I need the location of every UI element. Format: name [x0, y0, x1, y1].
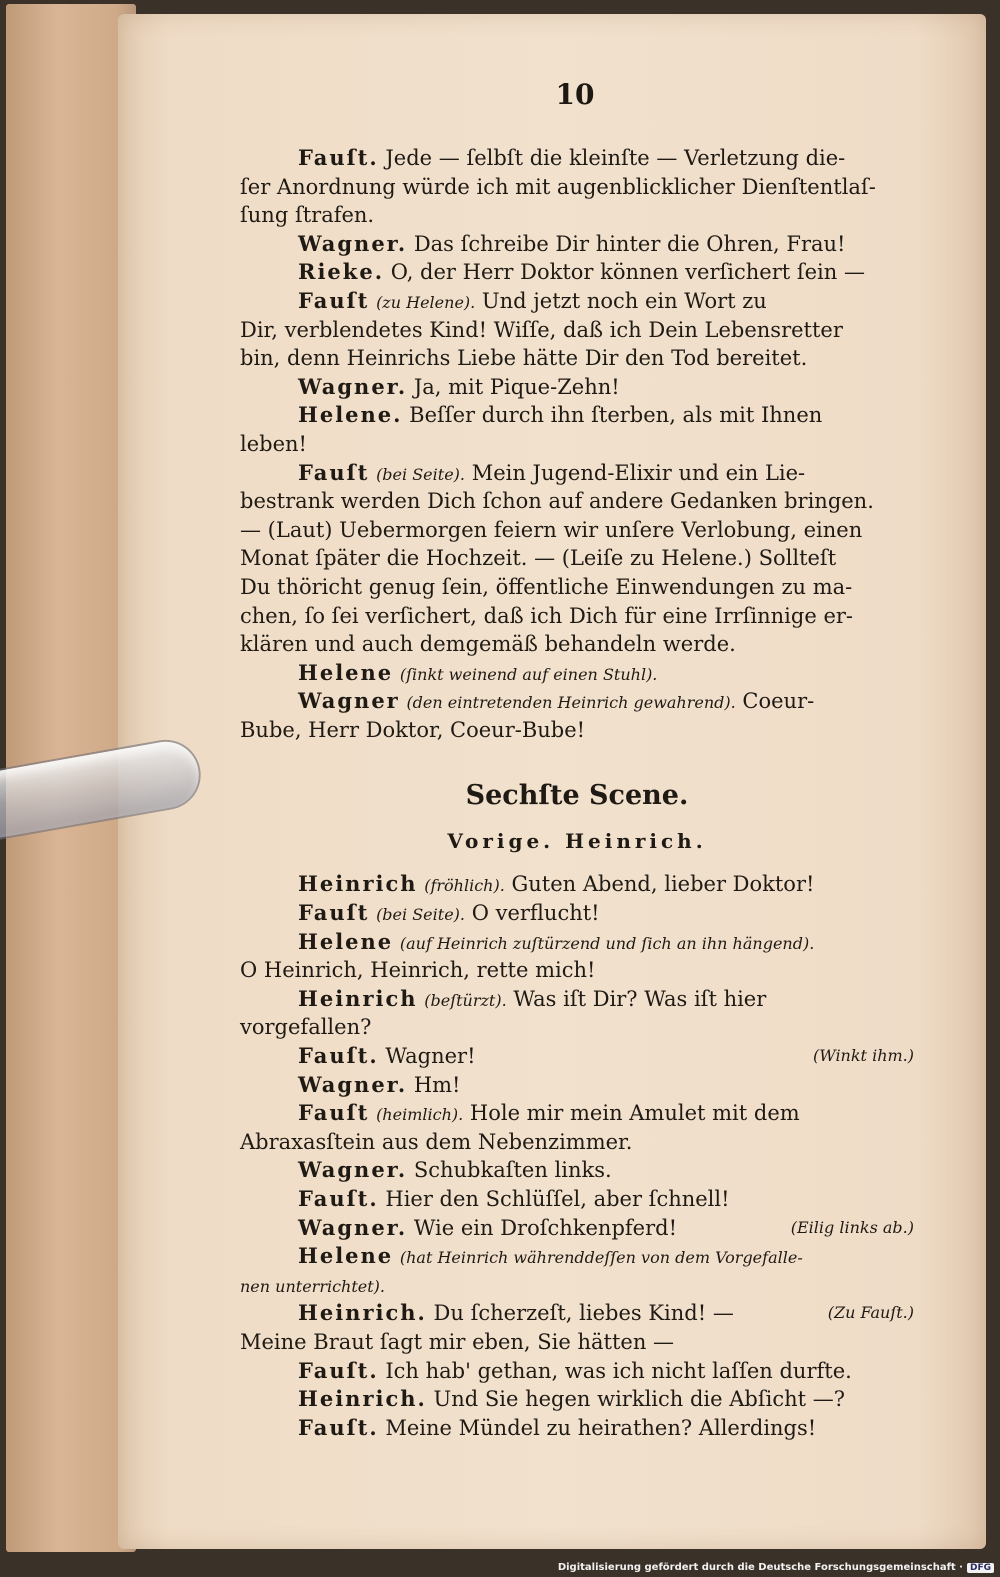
dialogue-text: Abraxasſtein aus dem Nebenzimmer.	[240, 1129, 633, 1154]
text-line	[240, 899, 914, 928]
dialogue-text: chen, ſo ſei verſichert, daß ich Dich für eine Irrſinnige er-	[240, 603, 854, 628]
speaker-name: Wagner.	[298, 230, 408, 256]
stage-direction: nen unterrichtet).	[240, 1276, 386, 1296]
text-line	[240, 1242, 914, 1271]
dialogue-text: O verflucht!	[471, 901, 600, 926]
dialogue-text: Bube, Herr Doktor, Coeur-Bube!	[240, 717, 586, 742]
dialogue-text: Hm!	[413, 1072, 461, 1097]
dialogue-text: Und Sie hegen wirklich die Abſicht —?	[433, 1387, 845, 1412]
speaker-name: Helene.	[298, 402, 403, 428]
text-line	[240, 1385, 914, 1414]
speaker-name: Helene	[298, 928, 394, 954]
dialogue-text: Coeur-	[742, 689, 815, 714]
text-line	[240, 928, 914, 957]
dialogue-text: Meine Mündel zu heirathen? Allerdings!	[385, 1415, 817, 1440]
text-line	[240, 602, 914, 631]
text-line	[240, 459, 914, 488]
text-line	[240, 716, 914, 745]
text-line	[240, 401, 914, 430]
dialogue-text: Guten Abend, lieber Doktor!	[511, 872, 815, 897]
text-line	[240, 1042, 914, 1071]
dialogue-text: Wie ein Droſchkenpferd!	[413, 1215, 678, 1240]
text-line	[240, 173, 914, 202]
dialogue-after-scene	[240, 870, 914, 1442]
text-line	[240, 144, 914, 173]
speaker-name: Heinrich	[298, 985, 418, 1011]
stage-direction: (zu Helene).	[376, 292, 476, 312]
dialogue-text: Ja, mit Pique-Zehn!	[413, 374, 620, 399]
text-line	[240, 316, 914, 345]
speaker-name: Fauſt	[298, 459, 370, 485]
footer-text: Digitalisierung gefördert durch die Deutsche Forschungsgemeinschaft ·	[557, 1562, 963, 1573]
dialogue-text: Ich hab' gethan, was ich nicht laſſen durfte.	[385, 1358, 852, 1383]
speaker-name: Fauſt.	[298, 1357, 379, 1383]
text-line	[240, 1214, 914, 1243]
text-line	[240, 630, 914, 659]
stage-direction-right: (Zu Fauſt.)	[827, 1303, 914, 1323]
stage-direction-right: (Winkt ihm.)	[813, 1046, 914, 1066]
text-line	[240, 258, 914, 287]
dialogue-text: Und jetzt noch ein Wort zu	[481, 288, 767, 313]
speaker-name: Heinrich	[298, 871, 418, 897]
dialogue-before-scene	[240, 144, 914, 744]
stage-direction: (fröhlich).	[424, 876, 505, 896]
bookmark-clip	[0, 735, 205, 845]
text-line	[240, 1299, 914, 1328]
speaker-name: Fauſt.	[298, 1414, 379, 1440]
speaker-name: Fauſt.	[298, 1186, 379, 1211]
stage-direction: (den eintretenden Heinrich gewahrend).	[406, 693, 736, 713]
stage-direction: (hat Heinrich währenddeſſen von dem Vorgefalle-	[399, 1248, 803, 1268]
text-line	[240, 430, 914, 459]
speaker-name: Rieke.	[298, 259, 385, 285]
speaker-name: Wagner.	[298, 373, 408, 399]
text-line	[240, 956, 914, 985]
dialogue-text: ſer Anordnung würde ich mit augenblicklicher Dienſtentlaſ-	[240, 174, 876, 199]
speaker-name: Fauſt	[298, 1100, 370, 1126]
dialogue-text: Das ſchreibe Dir hinter die Ohren, Frau!	[413, 231, 846, 256]
dialogue-text: Was iſt Dir? Was iſt hier	[513, 986, 767, 1011]
dialogue-text: — (Laut) Uebermorgen feiern wir unſere Verlobung, einen	[240, 517, 863, 542]
dialogue-text: Monat ſpäter die Hochzeit. — (Leiſe zu Helene.) Sollteſt	[240, 546, 837, 571]
scene-title: Sechſte Scene.	[465, 780, 689, 812]
text-line	[240, 1357, 914, 1386]
text-line	[240, 1156, 914, 1185]
stage-direction: (bei Seite).	[376, 464, 465, 484]
text-line	[240, 344, 914, 373]
text-line	[240, 1328, 914, 1357]
text-line	[240, 870, 914, 899]
text-line	[240, 985, 914, 1014]
dialogue-text: O, der Herr Doktor können verſichert ſein —	[390, 260, 865, 285]
text-line	[240, 544, 914, 573]
stage-direction: (bei Seite).	[376, 905, 465, 925]
scene-cast: Vorige. Heinrich.	[447, 829, 707, 854]
footer-credit	[558, 1562, 994, 1573]
dialogue-text: vorgefallen?	[240, 1015, 372, 1040]
speaker-name: Helene	[298, 659, 394, 685]
speaker-name: Wagner.	[298, 1071, 408, 1097]
text-line	[240, 1128, 914, 1157]
dialogue-text: O Heinrich, Heinrich, rette mich!	[240, 958, 596, 983]
speaker-name: Heinrich.	[298, 1386, 427, 1412]
bookmark-clip-body	[0, 737, 204, 844]
dialogue-text: Jede — ſelbſt die kleinſte — Verletzung die-	[385, 146, 846, 170]
stage-direction: (beſtürzt).	[424, 990, 507, 1010]
dialogue-text: Hole mir mein Amulet mit dem	[469, 1101, 800, 1126]
text-line	[240, 1271, 914, 1300]
dfg-logo: DFG	[967, 1563, 994, 1573]
speaker-name: Fauſt	[298, 900, 370, 926]
text-line	[240, 1099, 914, 1128]
dialogue-text: Mein Jugend-Elixir und ein Lie-	[471, 460, 806, 485]
speaker-name: Fauſt.	[298, 145, 379, 170]
text-line	[240, 659, 914, 688]
text-line	[240, 373, 914, 402]
text-line	[240, 1185, 914, 1214]
dialogue-text: Meine Braut ſagt mir eben, Sie hätten —	[240, 1329, 675, 1354]
dialogue-text: klären und auch demgemäß behandeln werde.	[240, 632, 736, 657]
text-line	[240, 230, 914, 259]
page-text	[240, 144, 914, 1442]
dialogue-text: bestrank werden Dich ſchon auf andere Gedanken bringen.	[240, 489, 874, 514]
speaker-name: Wagner.	[298, 1157, 408, 1183]
speaker-name: Helene	[298, 1243, 394, 1269]
text-line	[240, 573, 914, 602]
text-line	[240, 516, 914, 545]
dialogue-text: Schubkaſten links.	[413, 1158, 612, 1183]
text-line	[240, 487, 914, 516]
text-line	[240, 1071, 914, 1100]
stage-direction: (auf Heinrich zuſtürzend und ſich an ihn hängend).	[399, 933, 815, 953]
dialogue-text: leben!	[240, 431, 307, 456]
text-line	[240, 687, 914, 716]
dialogue-text: Wagner!	[385, 1044, 476, 1069]
dialogue-text: Du ſcherzeſt, liebes Kind! —	[433, 1301, 734, 1326]
speaker-name: Fauſt	[298, 287, 370, 313]
dialogue-text: Beſſer durch ihn ſterben, als mit Ihnen	[409, 403, 823, 428]
text-line	[240, 201, 914, 230]
dialogue-text: Hier den Schlüſſel, aber ſchnell!	[385, 1187, 730, 1211]
speaker-name: Heinrich.	[298, 1300, 427, 1326]
text-line	[240, 1013, 914, 1042]
dialogue-text: bin, denn Heinrichs Liebe hätte Dir den Tod bereitet.	[240, 346, 808, 371]
stage-direction: (ſinkt weinend auf einen Stuhl).	[399, 664, 658, 684]
dialogue-text: ſung ſtrafen.	[240, 203, 375, 228]
speaker-name: Wagner	[298, 688, 400, 714]
dialogue-text: Du thöricht genug ſein, öffentliche Einwendungen zu ma-	[240, 574, 853, 599]
stage-direction: (heimlich).	[376, 1105, 464, 1125]
text-line	[240, 1414, 914, 1443]
page-number: 10	[555, 78, 595, 111]
speaker-name: Wagner.	[298, 1214, 408, 1240]
stage-direction-right: (Eilig links ab.)	[790, 1217, 914, 1237]
dialogue-text: Dir, verblendetes Kind! Wiſſe, daß ich Dein Lebensretter	[240, 317, 843, 342]
speaker-name: Fauſt.	[298, 1043, 379, 1069]
text-line	[240, 287, 914, 316]
